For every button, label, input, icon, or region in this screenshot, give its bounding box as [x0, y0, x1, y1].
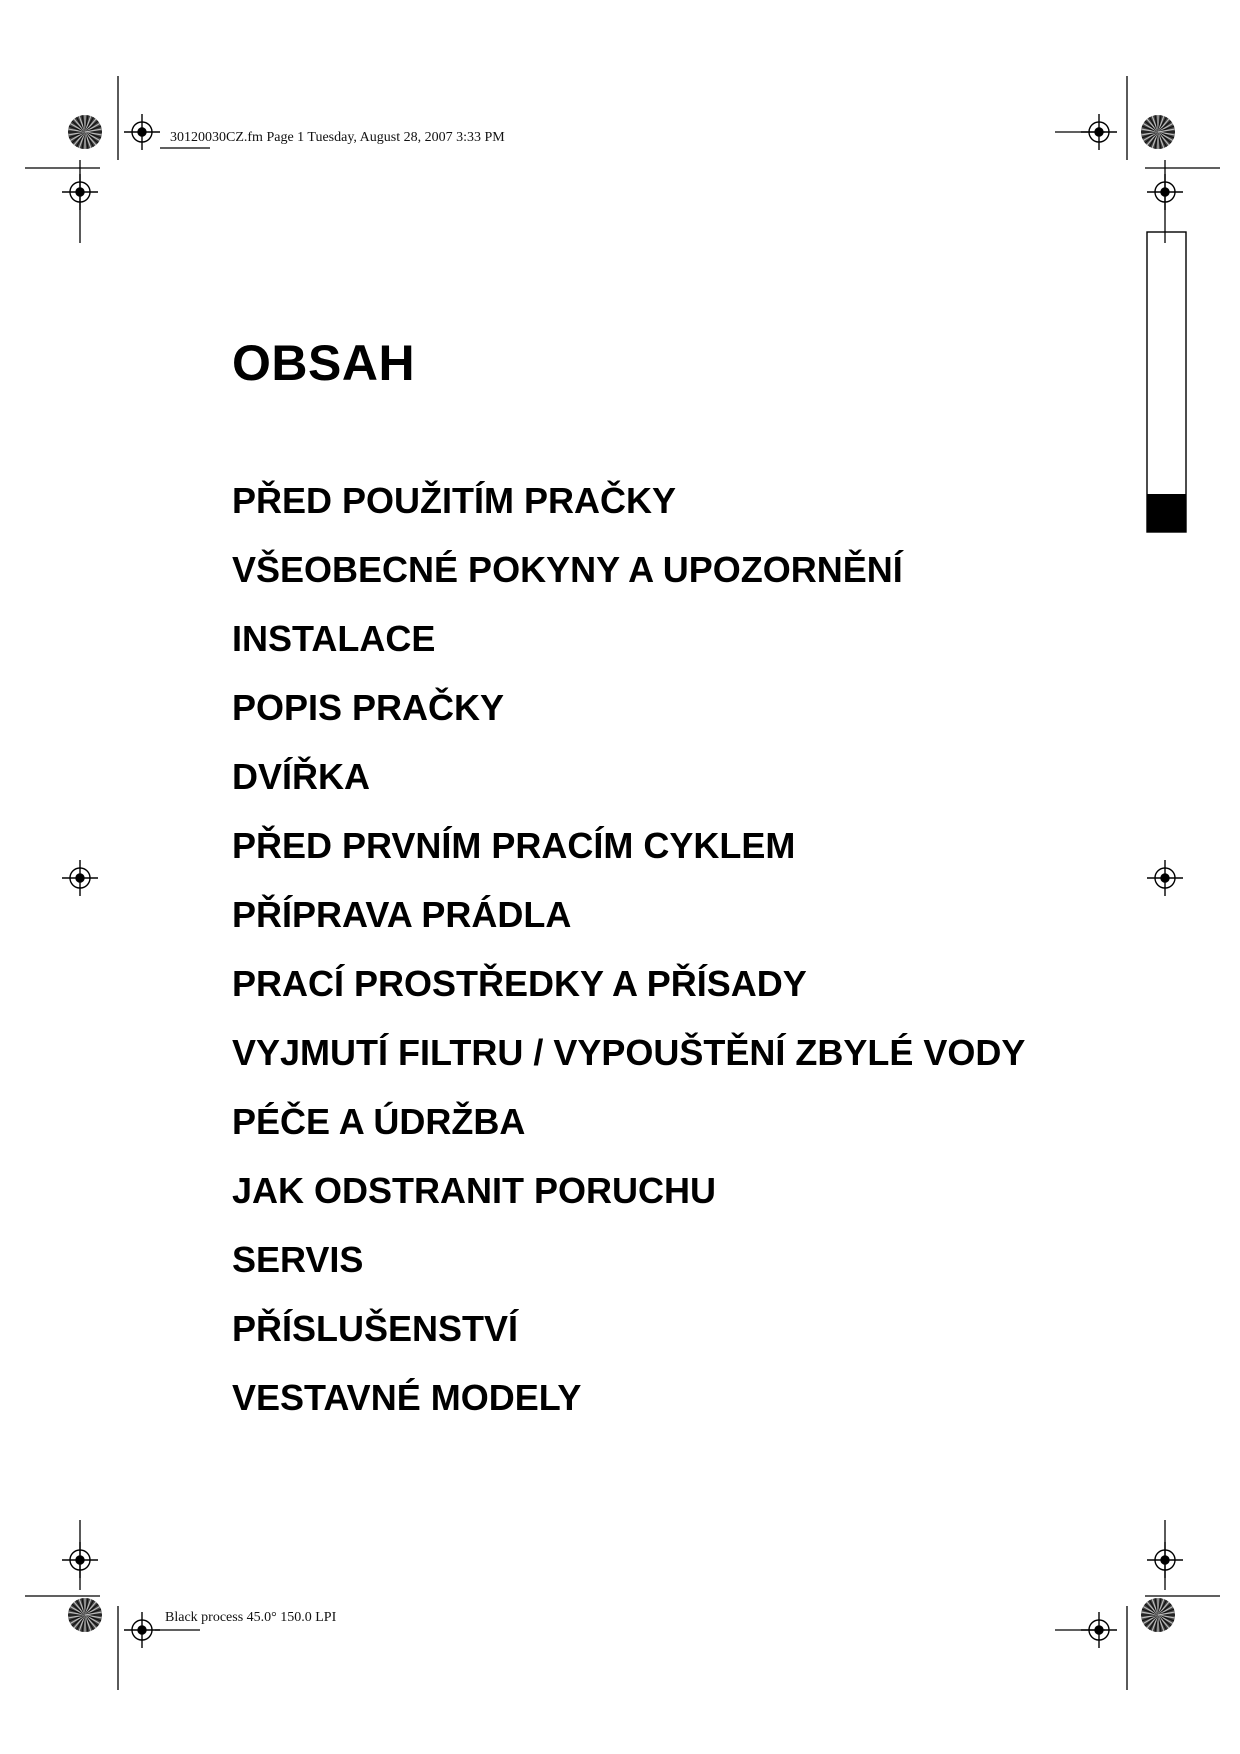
toc-item: PŘÍPRAVA PRÁDLA: [232, 894, 572, 935]
registration-target-icon: [62, 860, 98, 896]
toc-item: VYJMUTÍ FILTRU / VYPOUŠTĚNÍ ZBYLÉ VODY: [232, 1032, 1026, 1073]
toc-item: DVÍŘKA: [232, 756, 371, 797]
toc-item: JAK ODSTRANIT PORUCHU: [232, 1170, 717, 1211]
toc-item: PÉČE A ÚDRŽBA: [232, 1101, 526, 1142]
toc-item: POPIS PRAČKY: [232, 687, 505, 728]
registration-target-icon: [62, 174, 98, 210]
toc-item: PŘED PRVNÍM PRACÍM CYKLEM: [232, 825, 796, 866]
star-target-icon: [68, 115, 102, 149]
registration-target-icon: [1147, 1542, 1183, 1578]
toc-item: PRACÍ PROSTŘEDKY A PŘÍSADY: [232, 963, 807, 1004]
registration-target-icon: [124, 114, 160, 150]
registration-target-icon: [1081, 114, 1117, 150]
toc-item: INSTALACE: [232, 618, 436, 659]
registration-target-icon: [1147, 174, 1183, 210]
star-target-icon: [1141, 1598, 1175, 1632]
registration-target-icon: [124, 1612, 160, 1648]
toc-item: PŘED POUŽITÍM PRAČKY: [232, 480, 677, 521]
toc-item: VŠEOBECNÉ POKYNY A UPOZORNĚNÍ: [232, 549, 903, 590]
toc-item: VESTAVNÉ MODELY: [232, 1377, 582, 1418]
star-target-icon: [68, 1598, 102, 1632]
slug-line-bottom: Black process 45.0° 150.0 LPI: [165, 1610, 337, 1625]
page-title: OBSAH: [232, 334, 416, 391]
table-of-contents: [232, 466, 1025, 1432]
toc-item: PŘÍSLUŠENSTVÍ: [232, 1308, 519, 1349]
star-target-icon: [1141, 115, 1175, 149]
slug-line-top: 30120030CZ.fm Page 1 Tuesday, August 28, 2007 3:33 PM: [170, 130, 505, 145]
registration-target-icon: [62, 1542, 98, 1578]
registration-target-icon: [1147, 860, 1183, 896]
registration-target-icon: [1081, 1612, 1117, 1648]
toc-item: SERVIS: [232, 1239, 364, 1280]
